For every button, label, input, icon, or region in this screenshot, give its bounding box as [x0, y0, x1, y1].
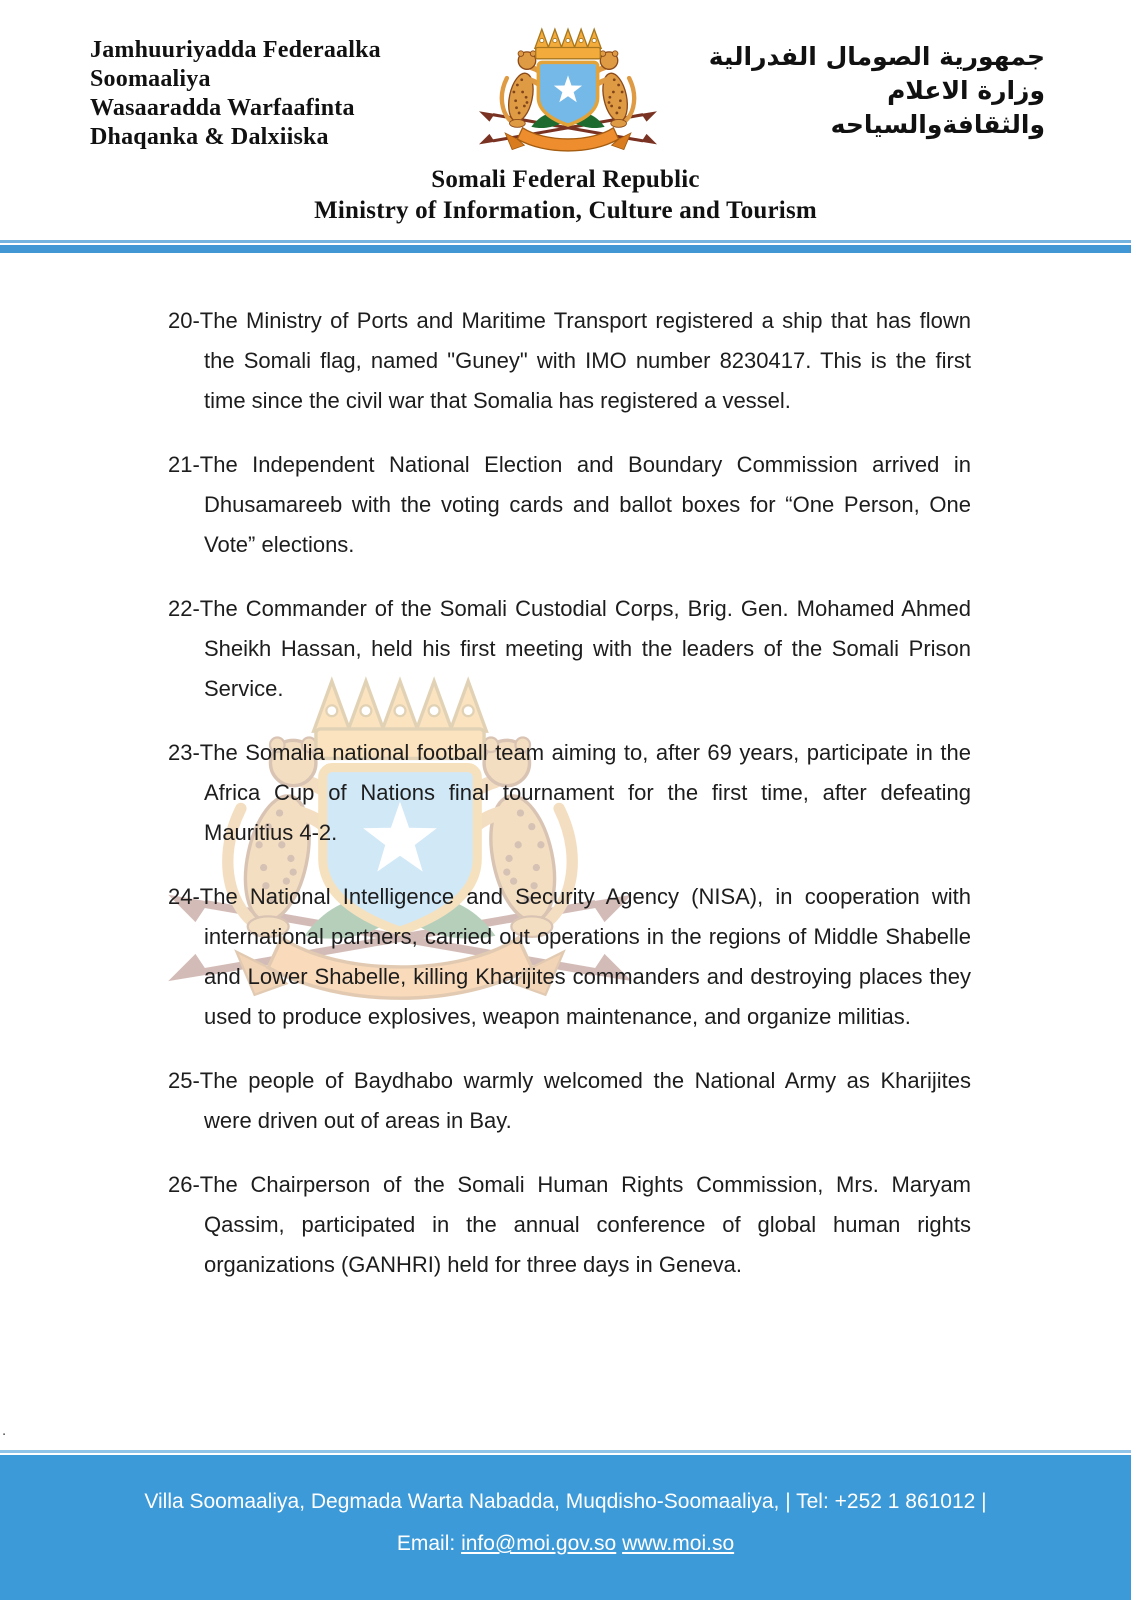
ministry-arabic-line: جمهورية الصومال الفدرالية — [708, 42, 1045, 71]
coat-of-arms-logo — [472, 22, 664, 162]
ministry-somali-line: Jamhuuriyadda Federaalka — [90, 37, 381, 63]
item-text: The people of Baydhabo warmly welcomed the National Army as Kharijites were driven out of areas in Bay. — [199, 1068, 971, 1133]
footer-address: Villa Soomaaliya, Degmada Warta Nabadda, Muqdisho-Soomaaliya, | Tel: +252 1 861012 | — [144, 1490, 987, 1513]
item-number: 20- — [168, 308, 200, 333]
item-text: The Ministry of Ports and Maritime Transport registered a ship that has flown the Somali flag, named "Guney" with IMO number 8230417. This is the first time since the civil war that Somalia has registered a vessel. — [199, 308, 971, 413]
footer-band — [0, 1455, 1131, 1600]
title-line-ministry: Ministry of Information, Culture and Tourism — [314, 197, 817, 224]
email-link[interactable]: info@moi.gov.so — [461, 1532, 617, 1555]
item-number: 21- — [168, 452, 200, 477]
header-divider — [0, 240, 1131, 253]
news-item-24 — [168, 877, 971, 1037]
ministry-arabic-line: وزارة الاعلام — [887, 76, 1045, 105]
email-label: Email: — [396, 1532, 456, 1555]
item-number: 23- — [168, 740, 200, 765]
ministry-name-somali — [0, 22, 472, 152]
news-item-20 — [168, 301, 971, 421]
news-item-21 — [168, 445, 971, 565]
item-text: The Independent National Election and Boundary Commission arrived in Dhusamareeb with the voting cards and ballot boxes for “One Person, One Vote” elections. — [199, 452, 971, 557]
ministry-somali-line: Soomaaliya — [90, 66, 211, 92]
stray-mark: . — [2, 1422, 7, 1439]
news-item-22 — [168, 589, 971, 709]
news-item-26 — [168, 1165, 971, 1285]
website-link[interactable]: www.moi.so — [622, 1532, 735, 1555]
ministry-somali-line: Wasaaradda Warfaafinta — [90, 95, 355, 121]
ministry-somali-line: Dhaqanka & Dalxiiska — [90, 124, 329, 150]
ministry-arabic-line: والثقافةوالسياحه — [830, 110, 1045, 139]
title-line-republic: Somali Federal Republic — [431, 166, 700, 193]
footer-contacts — [0, 1523, 1131, 1565]
item-number: 22- — [168, 596, 200, 621]
footer — [0, 1450, 1131, 1600]
news-item-25 — [168, 1061, 971, 1141]
item-text: The Chairperson of the Somali Human Rights Commission, Mrs. Maryam Qassim, participated in the annual conference of global human rights organizations (GANHRI) held for three days in Geneva. — [199, 1172, 971, 1277]
ministry-name-arabic — [664, 22, 1131, 142]
news-list — [0, 253, 1131, 1285]
item-text: The National Intelligence and Security Agency (NISA), in cooperation with international partners, carried out operations in the regions of Middle Shabelle and Lower Shabelle, killing Kharijites commanders and destroying places they used to produce explosives, weapon maintenance, and organize militias. — [199, 884, 971, 1029]
letterhead — [0, 0, 1131, 226]
item-text: The Somalia national football team aiming to, after 69 years, participate in the Africa Cup of Nations final tournament for the first time, after defeating Mauritius 4-2. — [199, 740, 971, 845]
item-number: 26- — [168, 1172, 200, 1197]
item-number: 25- — [168, 1068, 200, 1093]
news-item-23 — [168, 733, 971, 853]
somalia-coat-of-arms-icon — [472, 22, 664, 162]
item-number: 24- — [168, 884, 200, 909]
item-text: The Commander of the Somali Custodial Corps, Brig. Gen. Mohamed Ahmed Sheikh Hassan, held his first meeting with the leaders of the Somali Prison Service. — [199, 596, 971, 701]
document-title — [0, 164, 1131, 226]
